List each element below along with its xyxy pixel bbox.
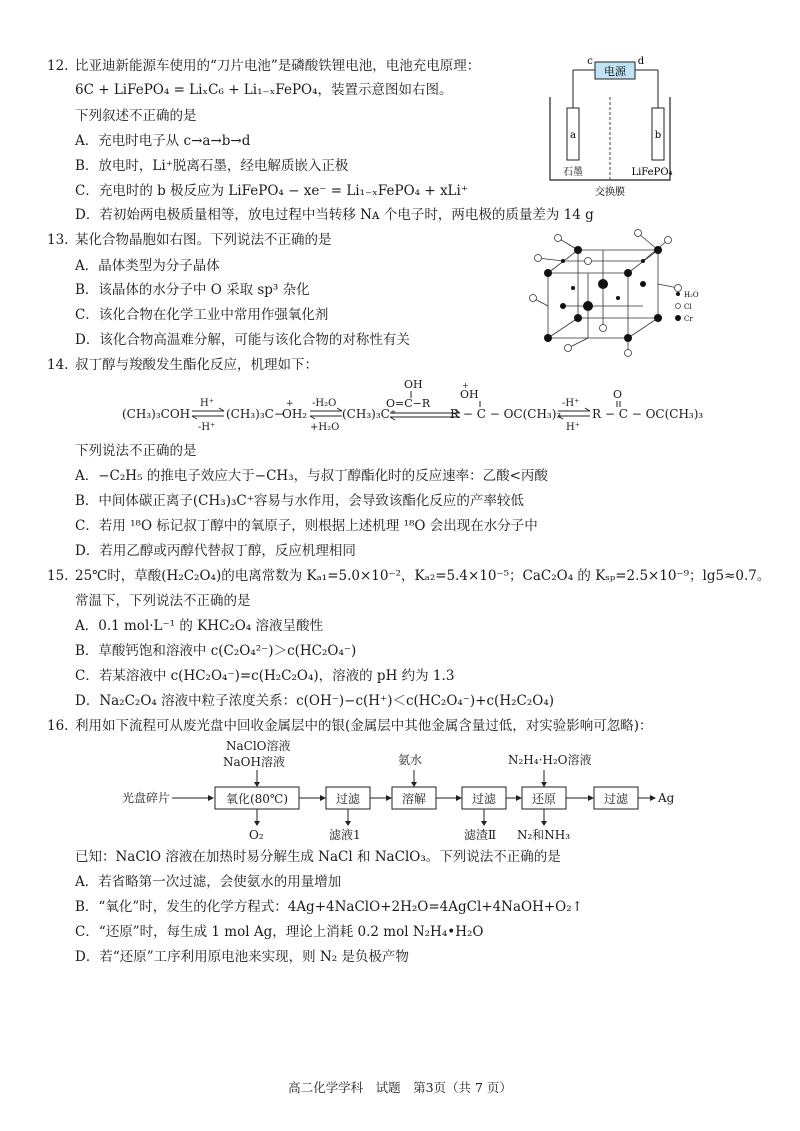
- h2o-legend-label: H₂O: [684, 291, 699, 299]
- mech-intermediate-oh: OH: [460, 388, 479, 401]
- q12-option-c: C．充电时的 b 极反应为 LiFePO₄ − xe⁻ = Li₁₋ₓFePO₄ + xLi⁺: [75, 183, 468, 199]
- cl-legend-label: Cl: [684, 303, 692, 311]
- q14-option-d: D．若用乙醇或丙醇代替叔丁醇，反应机理相同: [75, 543, 356, 559]
- mech-intermediate: R − C − OC(CH₃)₃: [450, 407, 562, 421]
- q16-option-a: A．若省略第一次过滤，会使氨水的用量增加: [75, 874, 342, 890]
- mech-acid: O=C−R: [386, 397, 431, 410]
- esterification-mechanism: [120, 378, 720, 440]
- q13-option-a: A．晶体类型为分子晶体: [75, 258, 220, 274]
- svg-text:+: +: [462, 381, 469, 390]
- q13-option-d: D．该化合物高温难分解，可能与该化合物的对称性有关: [75, 332, 410, 348]
- q16-option-b: B．“氧化”时，发生的化学方程式：4Ag+4NaClO+2H₂O=4AgCl+4NaOH+O₂↑: [75, 899, 583, 915]
- q15-stem: 25℃时，草酸(H₂C₂O₄)的电离常数为 Kₐ₁=5.0×10⁻²，Kₐ₂=5.4×10⁻⁵；CaC₂O₄ 的 Kₛₚ=2.5×10⁻⁹；lg5≈0.7。: [75, 568, 771, 584]
- q16-known: 已知：NaClO 溶液在加热时易分解生成 NaCl 和 NaClO₃。下列说法不正确的是: [75, 849, 561, 865]
- graphite-label: 石墨: [563, 167, 583, 178]
- q13-option-b: B．该晶体的水分子中 O 采取 sp³ 杂化: [75, 282, 310, 298]
- electrode-b-label: b: [654, 130, 662, 141]
- q15-option-d: D．Na₂C₂O₄ 溶液中粒子浓度关系：c(OH⁻)−c(H⁺)＜c(HC₂O₄⁻)+c(H₂C₂O₄): [75, 693, 554, 709]
- cr-legend-marker: [675, 315, 681, 321]
- q16-option-d: D．若“还原”工序利用原电池来实现，则 N₂ 是负极产物: [75, 949, 409, 965]
- q14-option-a: A．−C₂H₅ 的推电子效应大于−CH₃，与叔丁醇酯化时的反应速率：乙酸<丙酸: [75, 468, 548, 484]
- q16-stem: 利用如下流程可从废光盘中回收金属层中的银(金属层中其他金属含量过低，对实验影响可忽略)：: [75, 718, 653, 734]
- q12-number: 12.: [47, 58, 69, 74]
- q13-stem: 某化合物晶胞如右图。下列说法不正确的是: [75, 232, 332, 248]
- q13-number: 13.: [47, 232, 69, 248]
- mech-arrow2-top: -H₂O: [312, 398, 337, 409]
- q15-number: 15.: [47, 568, 69, 584]
- flow-box-filter3-label: 过滤: [603, 792, 629, 806]
- flow-reagent-ammonia: 氨水: [398, 753, 423, 767]
- cr-legend-label: Cr: [684, 315, 693, 323]
- q12-stem: 比亚迪新能源车使用的“刀片电池”是磷酸铁锂电池，电池充电原理：: [75, 58, 481, 74]
- mech-ester: R − C − OC(CH₃)₃: [592, 407, 704, 421]
- flow-out-o2: O₂: [249, 828, 264, 842]
- membrane-label: 交换膜: [595, 187, 625, 198]
- flow-reagent-naclo: NaClO溶液: [226, 739, 291, 753]
- terminal-d-label: d: [637, 56, 645, 67]
- terminal-c-label: c: [587, 56, 593, 67]
- q14-number: 14.: [47, 357, 69, 373]
- power-source-label: 电源: [604, 65, 626, 78]
- flow-box-filter1-label: 过滤: [335, 792, 361, 806]
- mech-arrow1-top: H⁺: [200, 398, 214, 409]
- flow-out-filtrate1: 滤液1: [329, 828, 361, 842]
- electrode-a-label: a: [570, 130, 576, 141]
- mech-arrow3-bottom: H⁺: [566, 422, 580, 433]
- mech-arrow1-bottom: -H⁺: [198, 422, 216, 433]
- crystal-legend: [675, 291, 699, 323]
- flow-box-oxidation-label: 氧化(80℃): [225, 792, 289, 806]
- q12-option-b: B．放电时，Li⁺脱离石墨，经电解质嵌入正极: [75, 158, 349, 174]
- page-footer: 高二化学学科 试题 第3页（共 7 页）: [288, 1080, 512, 1095]
- q16-number: 16.: [47, 718, 69, 734]
- q12-option-d: D．若初始两电极质量相等，放电过程中当转移 Nᴀ 个电子时，两电极的质量差为 14 g: [75, 207, 594, 223]
- mech-acid-oh: OH: [404, 378, 423, 391]
- silver-recovery-flowchart: [120, 738, 680, 844]
- flow-out-residue2: 滤渣Ⅱ: [464, 828, 497, 842]
- q12-reaction: 6C + LiFePO₄ = LiₓC₆ + Li₁₋ₓFePO₄，装置示意图如右图。: [75, 82, 453, 98]
- mech-ester-o: O: [613, 388, 623, 401]
- q14-option-c: C．若用 ¹⁸O 标记叔丁醇中的氧原子，则根据上述机理 ¹⁸O 会出现在水分子中: [75, 518, 538, 534]
- q15-option-b: B．草酸钙饱和溶液中 c(C₂O₄²⁻)＞c(HC₂O₄⁻): [75, 643, 357, 659]
- h2o-legend-marker: [676, 292, 680, 296]
- mech-oxonium-oh2: OH₂: [282, 407, 308, 421]
- flow-box-reduce-label: 还原: [531, 792, 557, 806]
- cl-legend-marker: [676, 304, 681, 309]
- flow-reagent-naoh: NaOH溶液: [223, 755, 285, 769]
- mech-arrow2-bottom: +H₂O: [310, 422, 340, 433]
- flow-box-dissolve-label: 溶解: [401, 792, 427, 806]
- svg-text:+: +: [286, 399, 294, 409]
- q12-option-a: A．充电时电子从 c→a→b→d: [75, 133, 251, 149]
- q14-option-b: B．中间体碳正离子(CH₃)₃C⁺容易与水作用，会导致该酯化反应的产率较低: [75, 493, 524, 509]
- q14-stem: 叔丁醇与羧酸发生酯化反应，机理如下：: [75, 357, 318, 373]
- lifepo4-label: LiFePO₄: [631, 167, 673, 178]
- q15-prompt: 常温下，下列说法不正确的是: [75, 593, 251, 609]
- flow-box-filter2-label: 过滤: [471, 792, 497, 806]
- flow-end-silver: Ag: [658, 791, 675, 805]
- q12-prompt: 下列叙述不正确的是: [75, 108, 197, 124]
- q15-option-c: C．若某溶液中 c(HC₂O₄⁻)=c(H₂C₂O₄)，溶液的 pH 约为 1.3: [75, 668, 455, 684]
- mech-arrow3-top: -H⁺: [562, 398, 580, 409]
- mech-carbocation: (CH₃)₃C⁺: [342, 407, 397, 421]
- flow-reagent-hydrazine: N₂H₄·H₂O溶液: [508, 753, 592, 767]
- crystal-cell-diagram: [518, 228, 708, 358]
- mech-oxonium: (CH₃)₃C−: [226, 407, 284, 421]
- q13-option-c: C．该化合物在化学工业中常用作强氧化剂: [75, 307, 329, 323]
- q14-prompt: 下列说法不正确的是: [75, 443, 197, 459]
- battery-diagram: [540, 50, 680, 202]
- q16-option-c: C．“还原”时，每生成 1 mol Ag，理论上消耗 0.2 mol N₂H₄•H₂O: [75, 924, 484, 940]
- flow-out-gases: N₂和NH₃: [517, 828, 571, 842]
- flow-start: 光盘碎片: [122, 791, 171, 805]
- q15-option-a: A．0.1 mol·L⁻¹ 的 KHC₂O₄ 溶液呈酸性: [75, 618, 324, 634]
- mech-tert-butanol: (CH₃)₃COH: [122, 407, 191, 421]
